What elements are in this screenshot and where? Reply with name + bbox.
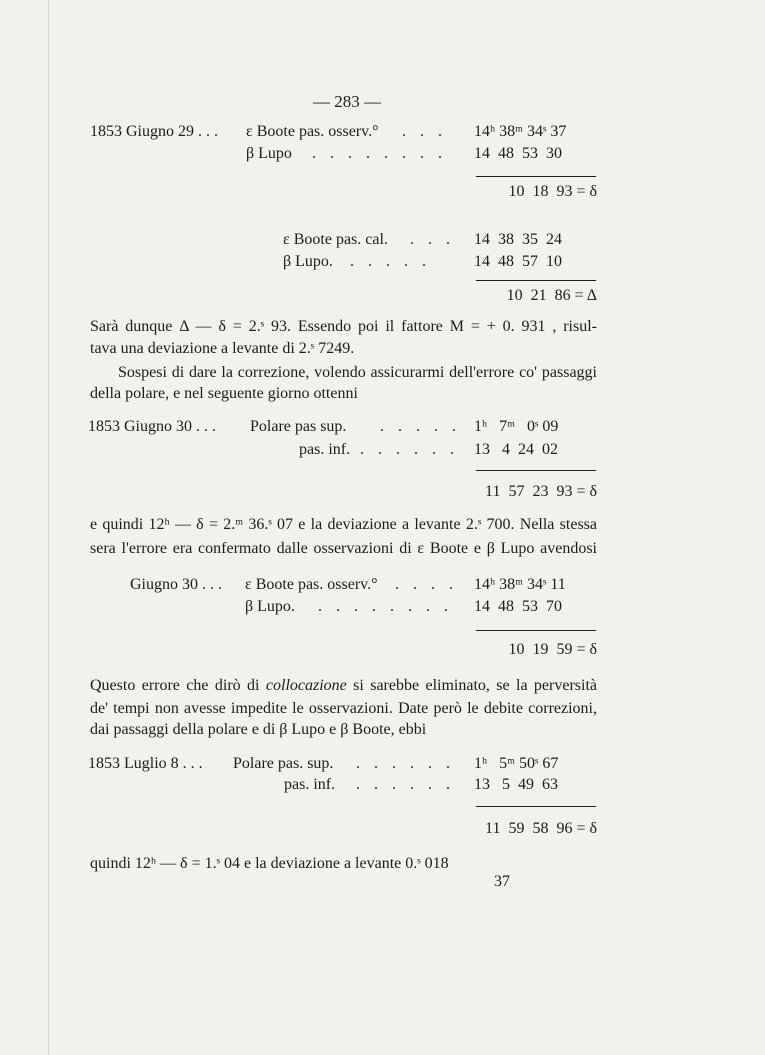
sum-rule	[476, 630, 596, 631]
result-value: 11 57 23 93 = δ	[485, 483, 597, 500]
sum-rule	[476, 806, 596, 807]
time-value: 13 5 49 63	[474, 776, 558, 793]
leader-dots: . . .	[410, 231, 455, 248]
leader-dots: . . . . . . . .	[312, 145, 447, 162]
row-label: pas. inf.	[284, 776, 336, 793]
sum-rule	[476, 470, 596, 471]
row-label: Polare pas sup.	[250, 418, 347, 435]
observation-date: 1853 Giugno 29 . . .	[90, 123, 218, 140]
paragraph-line: dai passaggi della polare e di β Lupo e β Boote, ebbi	[90, 721, 427, 738]
paragraph-line: quindi 12ʰ — δ = 1.ˢ 04 e la deviazione a levante 0.ˢ 018	[90, 855, 449, 872]
time-value: 14ʰ 38ᵐ 34ˢ 11	[474, 576, 566, 593]
paragraph-text: Questo errore che dirò di	[90, 677, 260, 694]
row-label: β Lupo	[246, 145, 292, 162]
time-value: 14 48 53 70	[474, 598, 562, 615]
paragraph-line: tava una deviazione a levante di 2.ˢ 7249.	[90, 340, 355, 357]
leader-dots: . . . . .	[380, 418, 461, 435]
leader-dots: . . . . . .	[356, 776, 455, 793]
observation-date: 1853 Luglio 8 . . .	[88, 755, 203, 772]
paragraph-line	[90, 676, 597, 696]
time-value: 14 48 57 10	[474, 253, 562, 270]
paragraph-line: Sospesi di dare la correzione, volendo assicurarmi dell'errore co' passaggi	[118, 364, 597, 381]
time-value: 1ʰ 7ᵐ 0ˢ 09	[474, 418, 559, 435]
time-value: 14ʰ 38ᵐ 34ˢ 37	[474, 123, 567, 140]
row-label: pas. inf.	[299, 441, 351, 458]
signature-mark: 37	[494, 873, 510, 890]
time-value: 1ʰ 5ᵐ 50ˢ 67	[474, 755, 559, 772]
row-label: ε Boote pas. osserv.°	[246, 123, 379, 140]
paragraph-text: si sarebbe eliminato, se la perversità	[353, 677, 598, 694]
row-label: Polare pas. sup.	[233, 755, 334, 772]
paragraph-line: de' tempi non avesse impedite le osservazioni. Date però le debite correzioni,	[90, 700, 597, 717]
result-value: 10 18 93 = δ	[508, 183, 597, 200]
sum-rule	[476, 280, 596, 281]
row-label: β Lupo.	[245, 598, 295, 615]
observation-date: Giugno 30 . . .	[130, 576, 222, 593]
sum-rule	[476, 176, 596, 177]
paragraph-line: Sarà dunque Δ — δ = 2.ˢ 93. Essendo poi il fattore M = + 0. 931 , risul-	[90, 318, 597, 335]
page-number-header: — 283 —	[313, 92, 381, 111]
result-value: 10 21 86 = Δ	[506, 287, 597, 304]
observation-date: 1853 Giugno 30 . . .	[88, 418, 216, 435]
time-value: 14 48 53 30	[474, 145, 562, 162]
italic-term: collocazione	[265, 677, 347, 694]
paragraph-line: sera l'errore era confermato dalle osservazioni di ε Boote e β Lupo avendosi	[90, 540, 597, 557]
paragraph-line: e quindi 12ʰ — δ = 2.ᵐ 36.ˢ 07 e la deviazione a levante 2.ˢ 700. Nella stessa	[90, 516, 597, 533]
row-label: β Lupo.	[283, 253, 333, 270]
leader-dots: . . .	[402, 123, 447, 140]
leader-dots: . . . . . .	[360, 441, 459, 458]
row-label: ε Boote pas. osserv.°	[245, 576, 378, 593]
time-value: 14 38 35 24	[474, 231, 562, 248]
time-value: 13 4 24 02	[474, 441, 558, 458]
leader-dots: . . . . . .	[356, 755, 455, 772]
row-label: ε Boote pas. cal.	[283, 231, 388, 248]
result-value: 10 19 59 = δ	[508, 641, 597, 658]
paragraph-line: della polare, e nel seguente giorno ottenni	[90, 385, 358, 402]
leader-dots: . . . .	[395, 576, 458, 593]
page-fold-shadow	[48, 0, 49, 1055]
result-value: 11 59 58 96 = δ	[485, 820, 597, 837]
leader-dots: . . . . .	[350, 253, 431, 270]
leader-dots: . . . . . . . .	[318, 598, 453, 615]
